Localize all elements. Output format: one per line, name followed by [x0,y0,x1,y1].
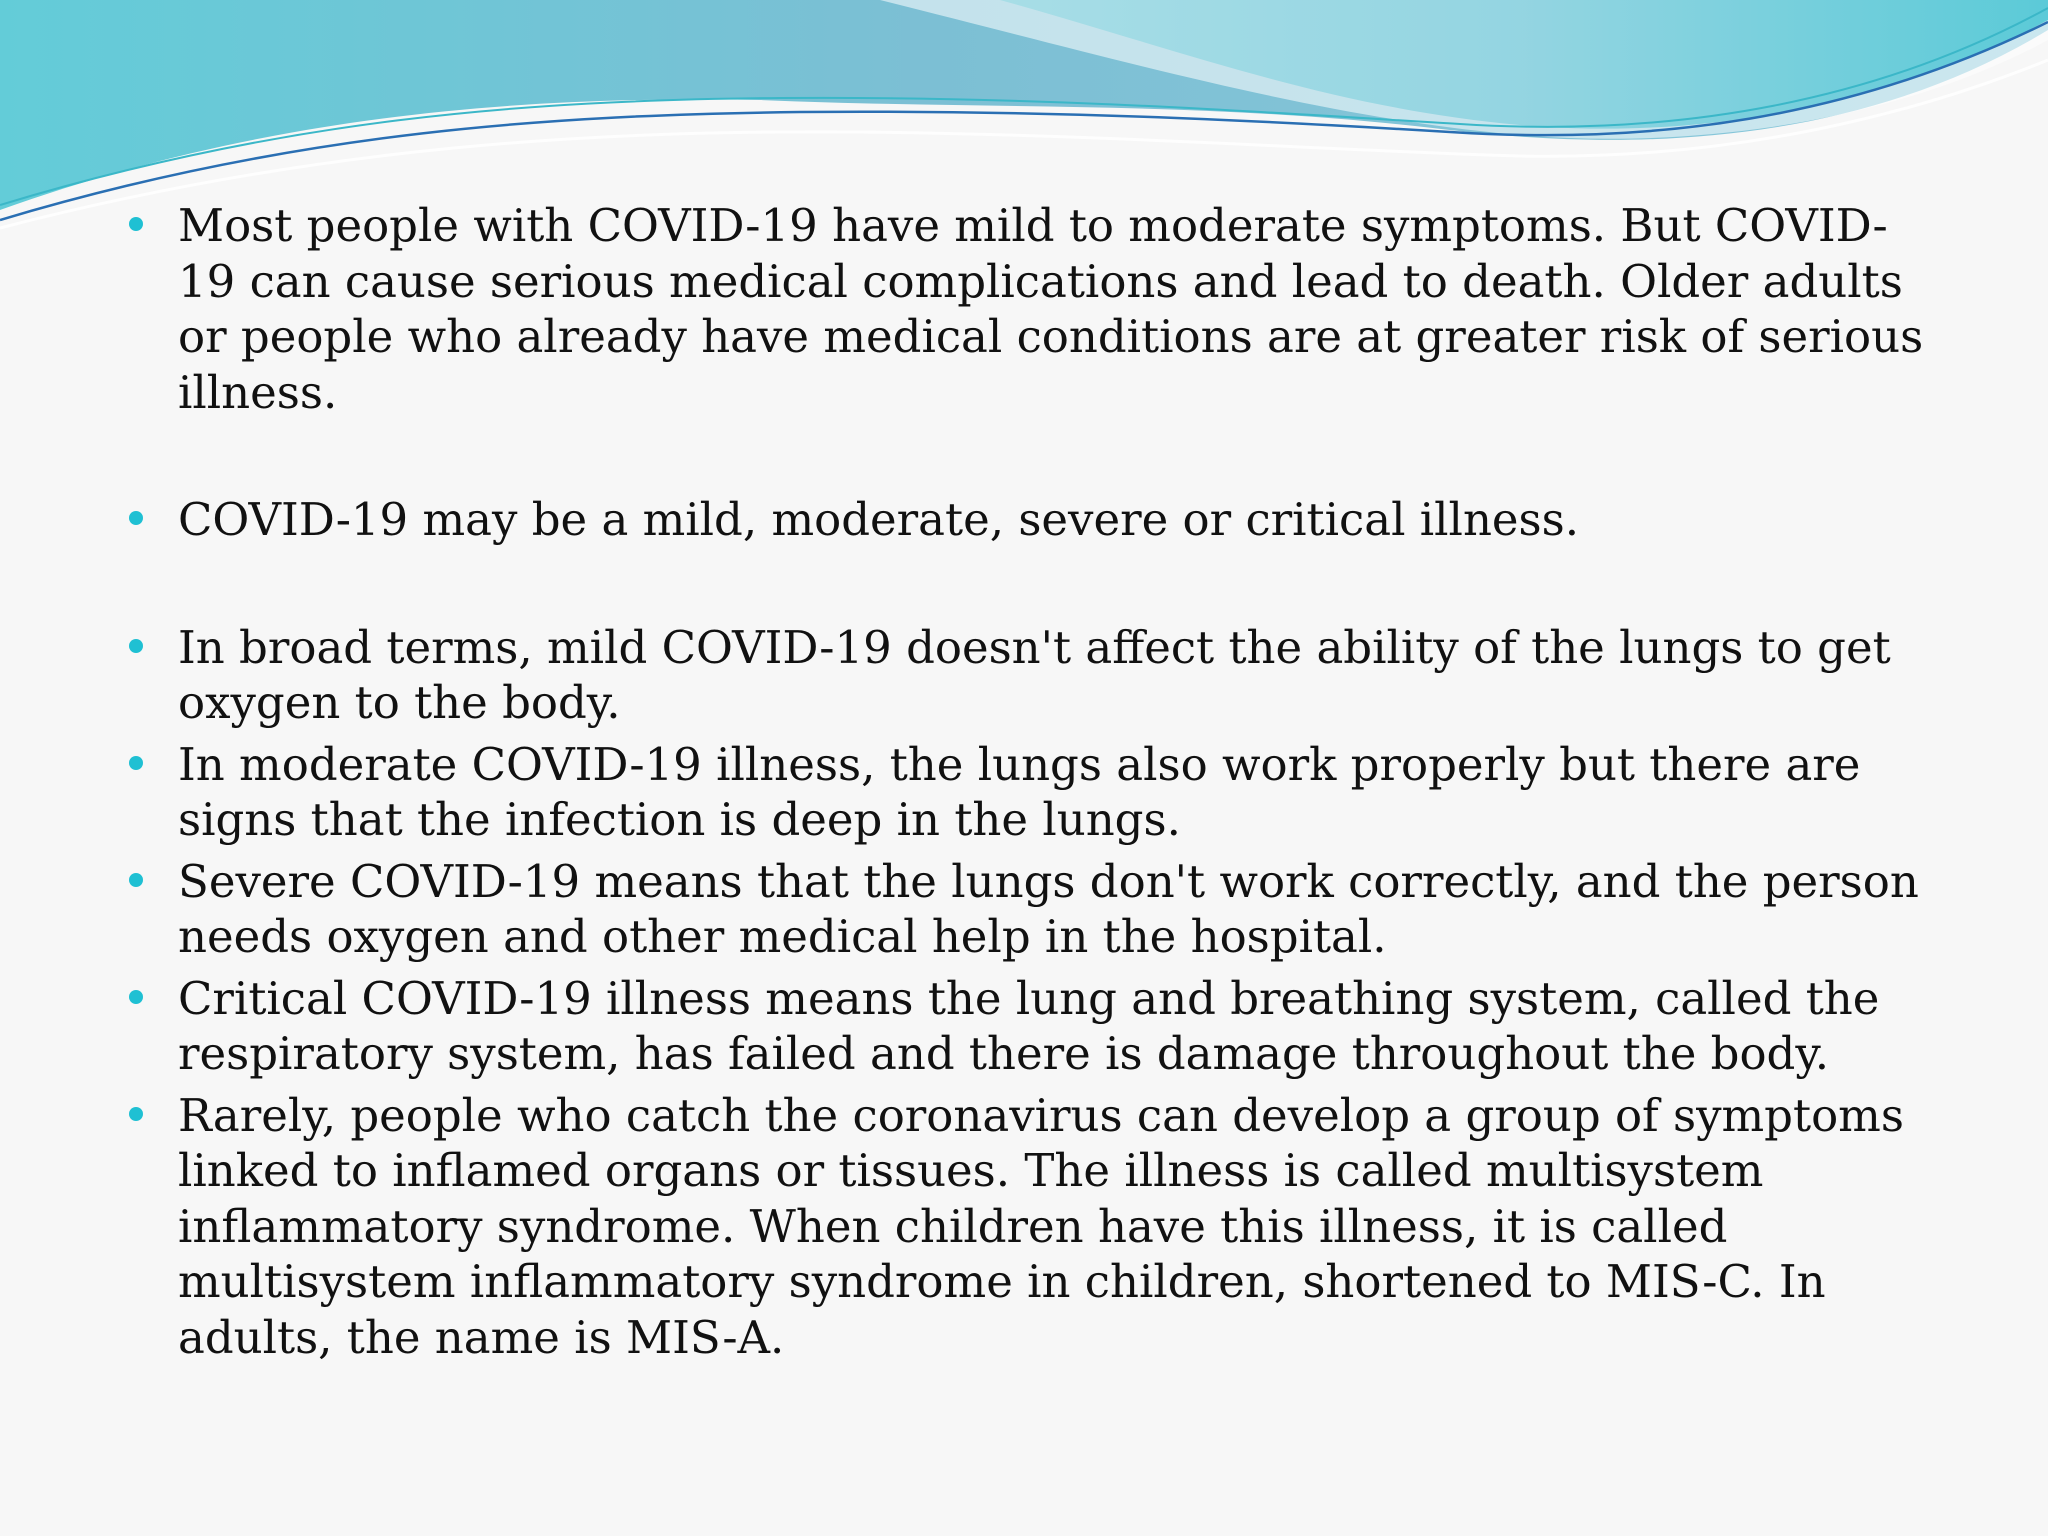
bullet-dot-icon [129,990,143,1004]
bullet-item [120,492,1940,548]
bullet-dot-icon [129,511,143,525]
bullet-dot-icon [129,756,143,770]
bullet-item [120,1088,1940,1366]
bullet-dot-icon [129,873,143,887]
bullet-text: In moderate COVID-19 illness, the lungs also work properly but there are signs that the infection is deep in the lungs. [178,737,1861,846]
bullet-item [120,854,1940,965]
bullet-item [120,620,1940,731]
bullet-dot-icon [129,217,143,231]
bullet-text: Severe COVID-19 means that the lungs don't work correctly, and the person needs oxygen and other medical help in the hospital. [178,854,1919,963]
bullet-dot-icon [129,639,143,653]
bullet-list [120,198,1940,1371]
bullet-item [120,971,1940,1082]
bullet-item [120,737,1940,848]
bullet-text: In broad terms, mild COVID-19 doesn't affect the ability of the lungs to get oxygen to the body. [178,620,1891,729]
bullet-text: Critical COVID-19 illness means the lung and breathing system, called the respiratory system, has failed and there is damage throughout the body. [178,971,1880,1080]
bullet-text: Rarely, people who catch the coronavirus can develop a group of symptoms linked to inflamed organs or tissues. The illness is called multisystem inflammatory syndrome. When children have this illness, it is called multisystem inflammatory syndrome in children, shortened to MIS-C. In adults, the name is MIS-A. [178,1088,1904,1364]
bullet-dot-icon [129,1107,143,1121]
bullet-text: COVID-19 may be a mild, moderate, severe or critical illness. [178,493,1580,546]
bullet-item [120,198,1940,420]
bullet-text: Most people with COVID-19 have mild to moderate symptoms. But COVID-19 can cause serious medical complications and lead to death. Older adults or people who already have medical conditions are at greater risk of serious illness. [178,199,1924,419]
